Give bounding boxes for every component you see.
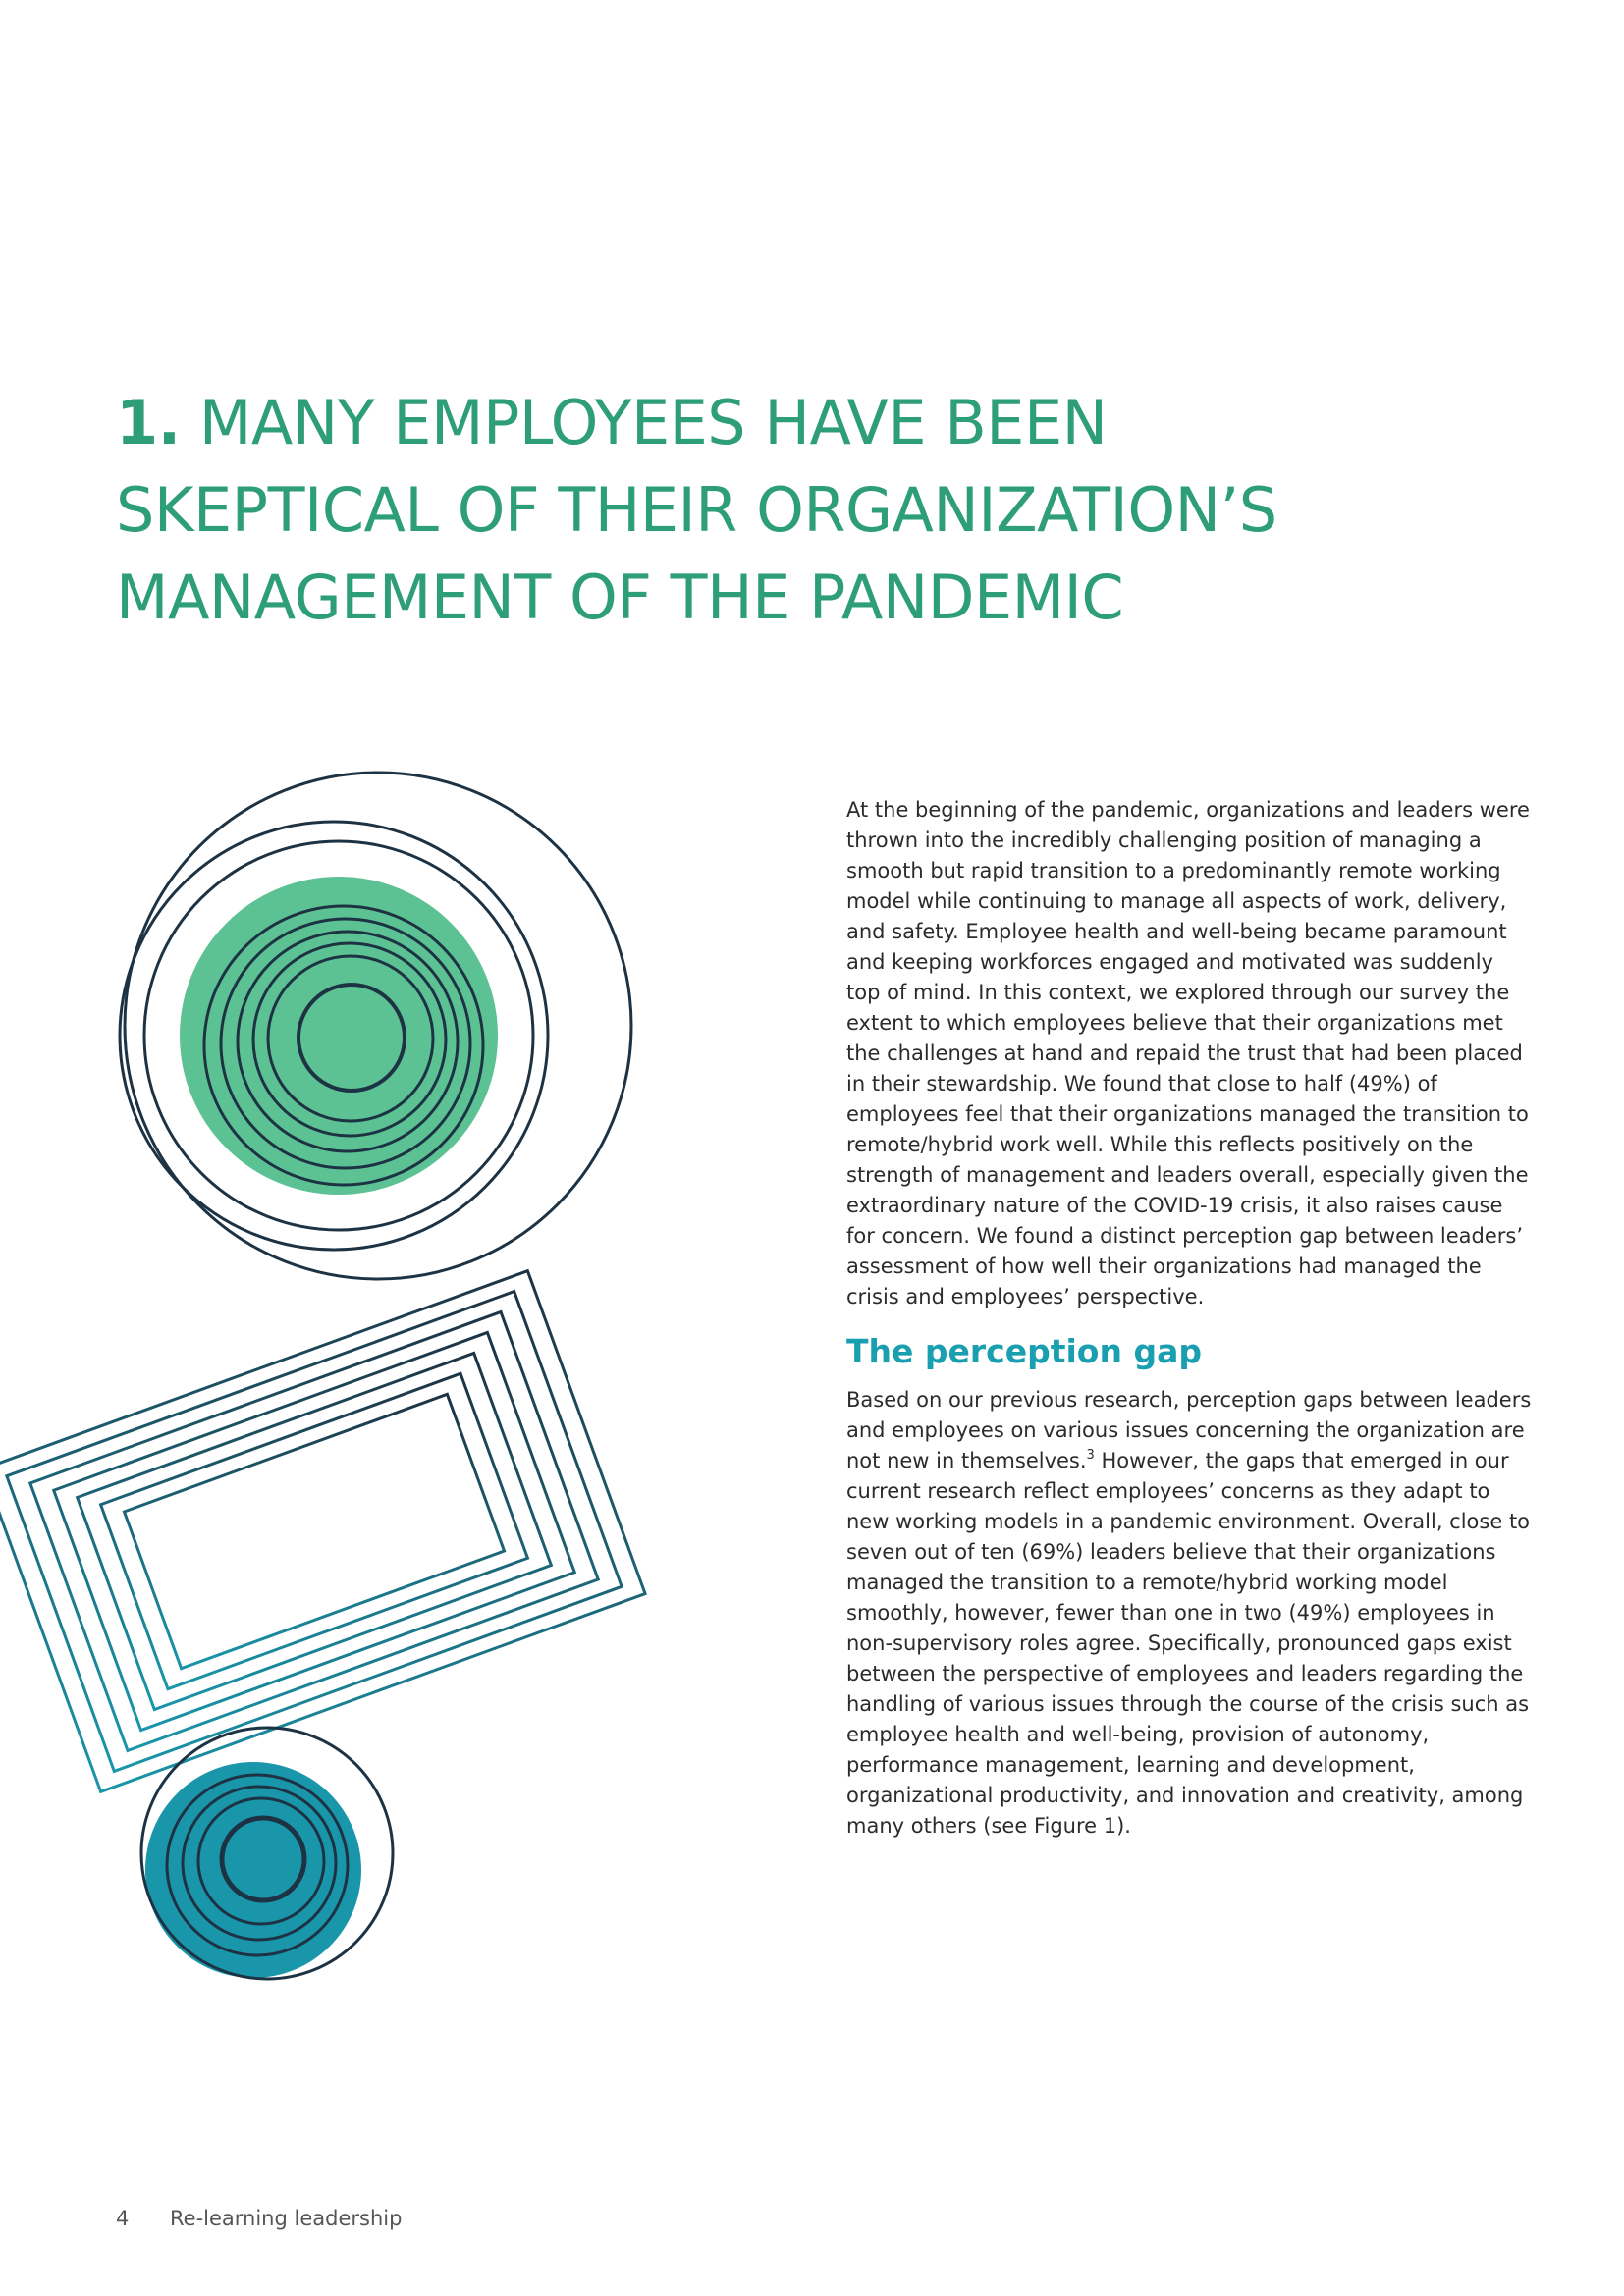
body-column [846,795,1534,1842]
paragraph-2-start: Based on our previous research, perception gaps between leaders and employees on various issues concerning the organization are not new in themselves. [846,1388,1532,1472]
page-number: 4 [116,2207,130,2230]
teal-concentric-circles [141,1728,393,1979]
body-paragraph-1: At the beginning of the pandemic, organizations and leaders were thrown into the incredibly challenging position of managing a smooth but rapid transition to a predominantly remote working model while continuing to manage all aspects of work, delivery, and safety. Employee health and well-being became paramount and keeping workforces engaged and motivated was suddenly top of mind. In this context, we explored through our survey the extent to which employees believe that their organizations met the challenges at hand and repaid the trust that had been placed in their stewardship. We found that close to half (49%) of employees feel that their organizations managed the transition to remote/hybrid work well. While this reflects positively on the strength of management and leaders overall, especially given the extraordinary nature of the COVID-19 crisis, it also raises cause for concern. We found a distinct perception gap between leaders’ assessment of how well their organizations had managed the crisis and employees’ perspective. [846,798,1530,1308]
decorative-illustration [0,766,707,2042]
heading-line-3: MANAGEMENT OF THE PANDEMIC [116,561,1124,633]
section-heading [116,379,1392,641]
heading-line-1: MANY EMPLOYEES HAVE BEEN [198,387,1108,458]
green-concentric-circles [120,773,631,1279]
paragraph-2-end: However, the gaps that emerged in our current research reflect employees’ concerns as they adapt to new working models in a pandemic environment. Overall, close to seven out of ten (69%) leaders believe that their organizations managed the transition to a remote/hybrid working model smoothly, however, fewer than one in two (49%) employees in non-supervisory roles agree. Specifically, pronounced gaps exist between the perspective of employees and leaders regarding the handling of various issues through the course of the crisis such as employee health and well-being, provision of autonomy, performance management, learning and development, organizational productivity, and innovation and creativity, among many others (see Figure 1). [846,1449,1531,1838]
footnote-reference: 3 [1086,1448,1095,1463]
body-paragraph-2 [846,1385,1534,1842]
concentric-rectangles [0,1271,645,1792]
page-footer [116,2207,402,2230]
publication-title: Re-learning leadership [170,2207,403,2230]
section-number: 1. [116,387,181,458]
subheading-perception-gap: The perception gap [846,1332,1202,1370]
heading-line-2: SKEPTICAL OF THEIR ORGANIZATION’S [116,474,1277,546]
